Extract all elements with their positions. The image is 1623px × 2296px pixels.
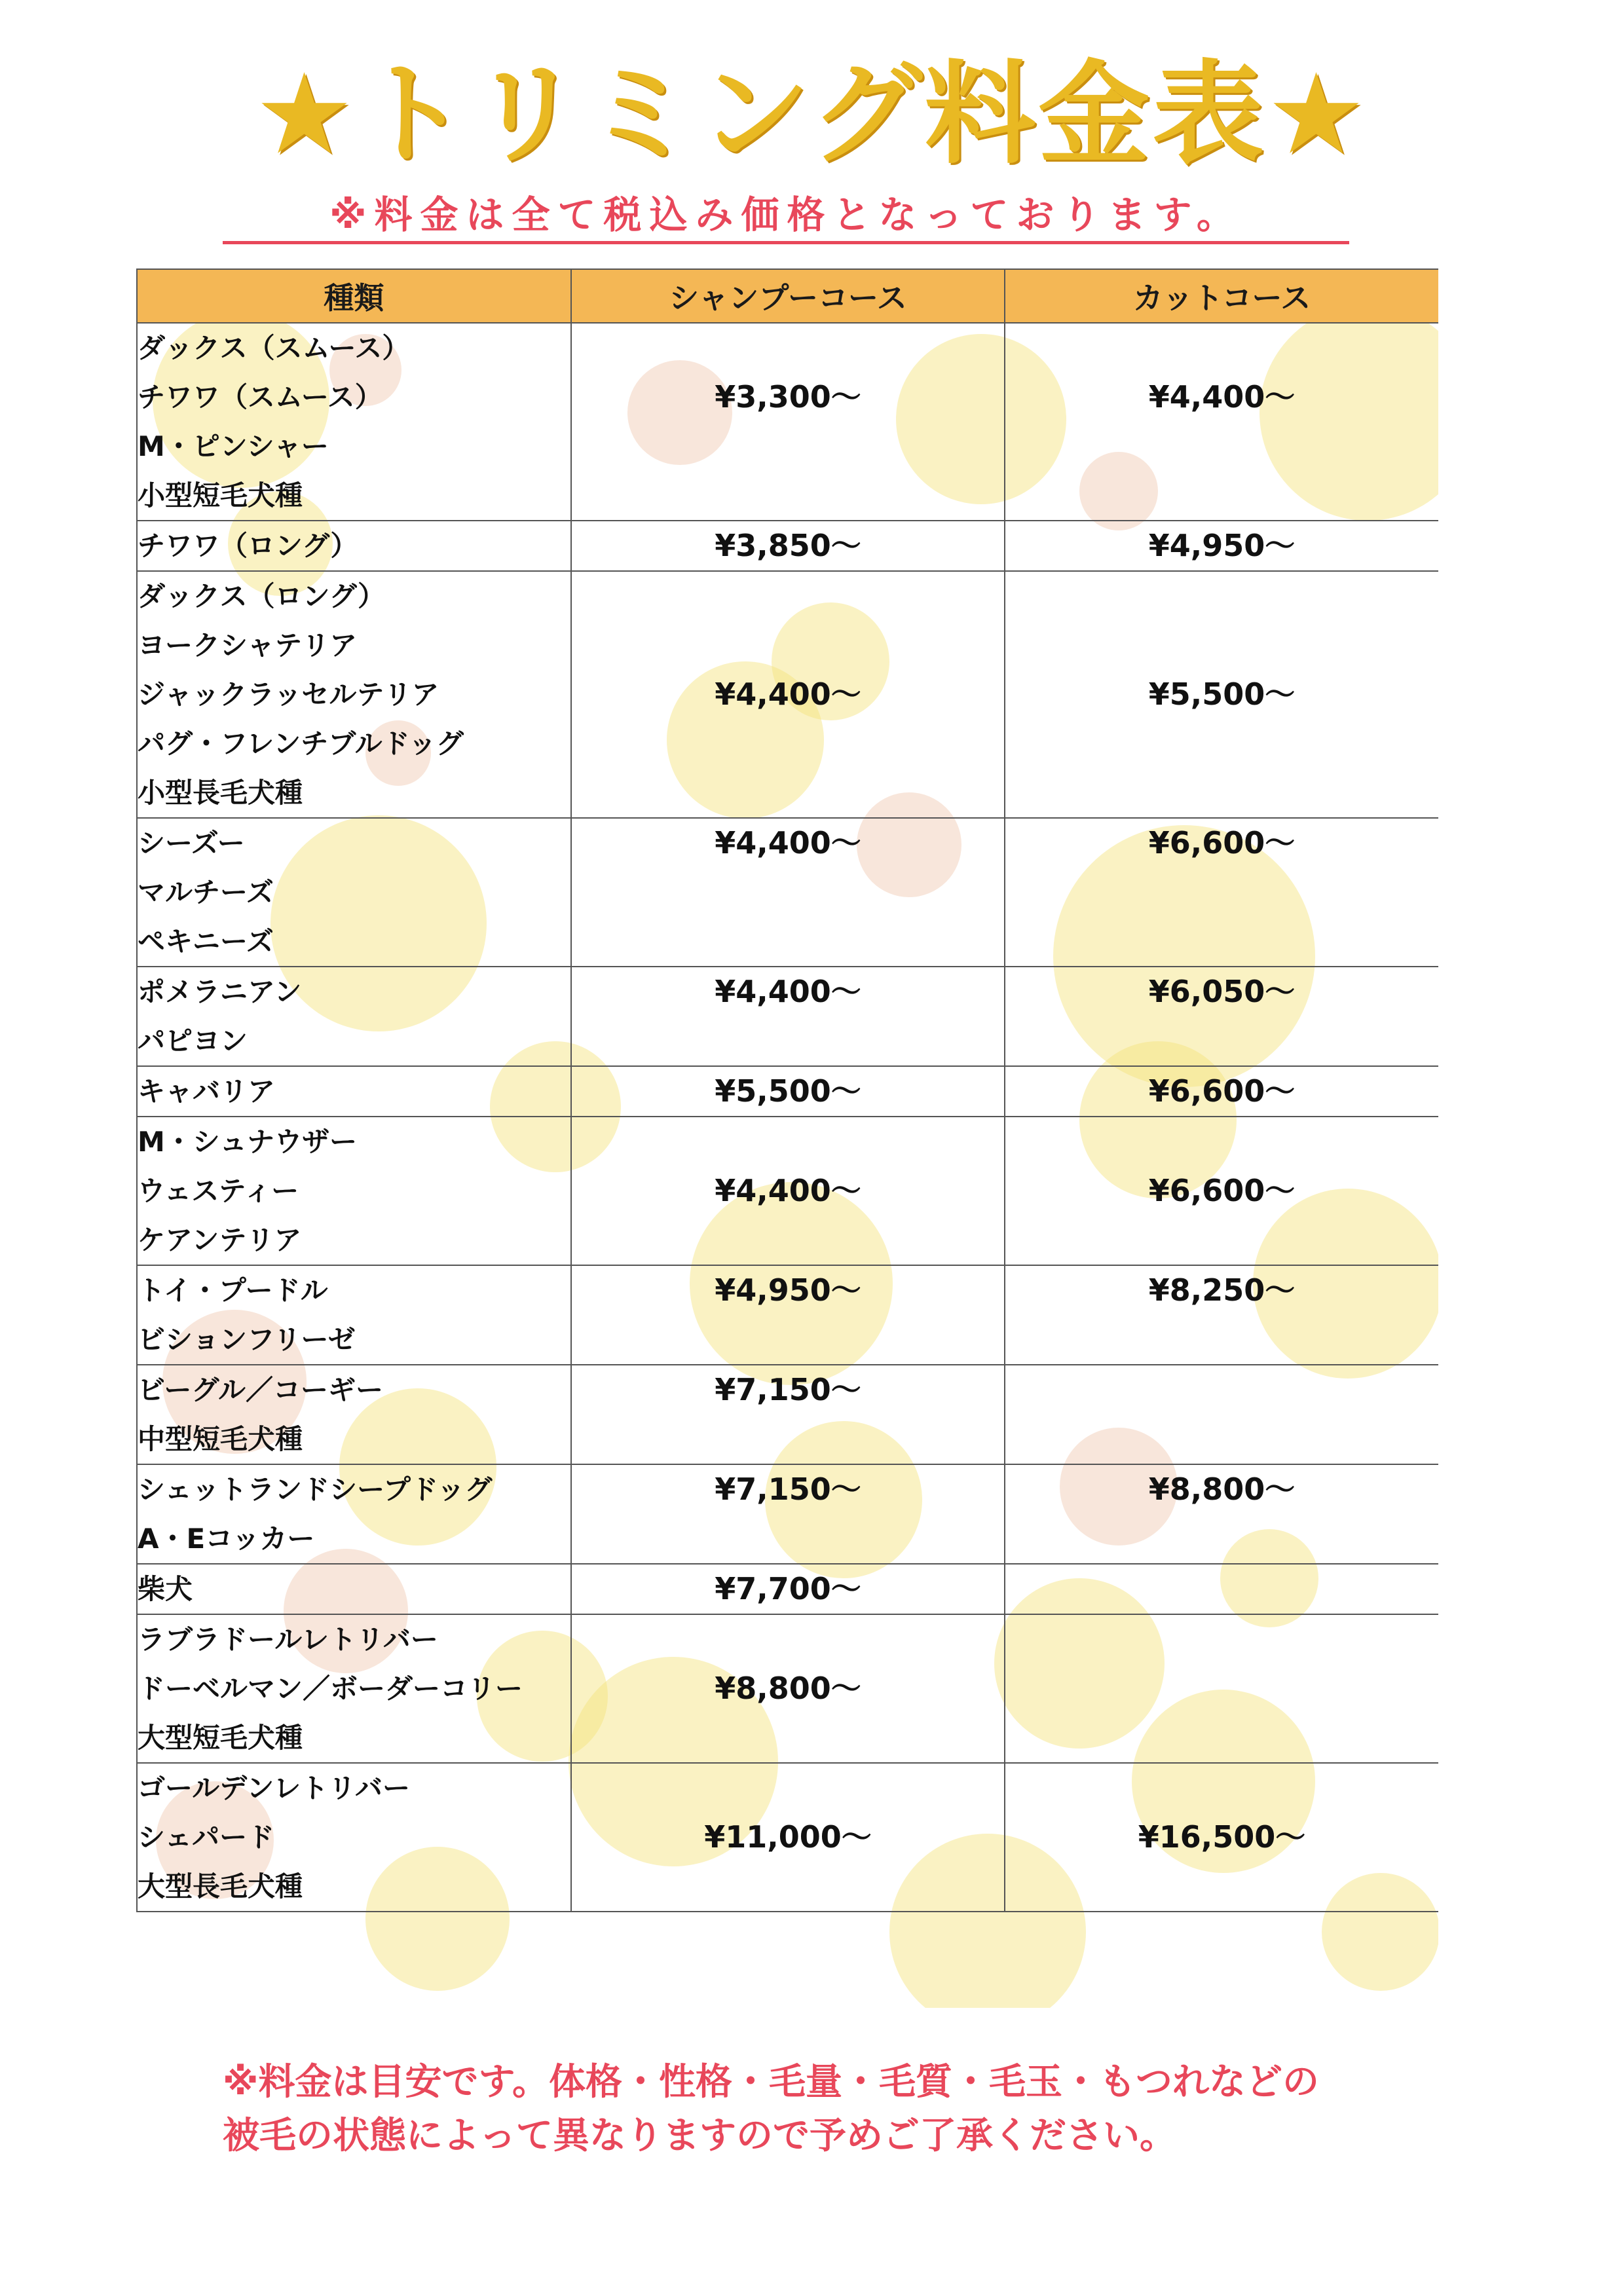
shampoo-price-value: ¥8,800～ bbox=[715, 1671, 861, 1706]
breed-cell bbox=[137, 1614, 571, 1763]
breed-cell bbox=[137, 1464, 571, 1564]
cut-price: ¥8,250～ bbox=[1005, 1265, 1438, 1365]
breed-name: A・Eコッカー bbox=[138, 1523, 315, 1555]
breed-cell bbox=[137, 1564, 571, 1614]
cut-price: ¥6,600～ bbox=[1005, 1066, 1438, 1117]
breed-name: ゴールデンレトリバー bbox=[138, 1772, 411, 1804]
cut-price: ¥4,950～ bbox=[1005, 521, 1438, 571]
page-title: ★トリミング料金表★ bbox=[254, 50, 1369, 179]
breed-name: ダックス（スムース） bbox=[138, 332, 410, 364]
breed-name: ビーグル／コーギー bbox=[138, 1374, 384, 1406]
breed-cell bbox=[137, 1117, 571, 1265]
breed-name: 柴犬 bbox=[138, 1573, 193, 1605]
column-header-breed: 種類 bbox=[137, 269, 571, 323]
cut-price: ¥8,800～ bbox=[1005, 1464, 1438, 1564]
cut-price: ¥6,600～ bbox=[1005, 818, 1438, 967]
breed-cell bbox=[137, 1066, 571, 1117]
breed-name: チワワ（スムース） bbox=[138, 381, 382, 413]
shampoo-price: ¥7,150～ bbox=[571, 1365, 1005, 1464]
cut-price bbox=[1005, 1564, 1438, 1614]
breed-name: トイ・プードル bbox=[138, 1274, 328, 1306]
column-header-cut: カットコース bbox=[1005, 269, 1438, 323]
breed-name: M・シュナウザー bbox=[138, 1126, 357, 1158]
table-row bbox=[137, 1464, 1438, 1564]
cut-price bbox=[1005, 1365, 1438, 1464]
table-row bbox=[137, 1365, 1438, 1464]
breed-name: キャバリア bbox=[138, 1075, 276, 1107]
breed-cell bbox=[137, 967, 571, 1066]
shampoo-price-value: ¥4,400～ bbox=[715, 1173, 861, 1208]
table-row bbox=[137, 571, 1438, 818]
breed-name: シェットランドシープドッグ bbox=[138, 1473, 493, 1506]
column-header-shampoo: シャンプーコース bbox=[571, 269, 1005, 323]
table-row bbox=[137, 1614, 1438, 1763]
breed-name: ラブラドールレトリバー bbox=[138, 1623, 438, 1656]
cut-price-value: ¥5,500～ bbox=[1148, 676, 1296, 712]
shampoo-price-value: ¥4,400～ bbox=[715, 676, 861, 712]
shampoo-price: ¥4,950～ bbox=[571, 1265, 1005, 1365]
shampoo-price: ¥5,500～ bbox=[571, 1066, 1005, 1117]
shampoo-price-value: ¥11,000～ bbox=[704, 1819, 872, 1855]
price-estimate-note: ※料金は目安です。体格・性格・毛量・毛質・毛玉・もつれなどの bbox=[223, 2061, 1319, 2103]
cut-price: ¥6,050～ bbox=[1005, 967, 1438, 1066]
shampoo-price bbox=[571, 1614, 1005, 1763]
breed-name: シェパード bbox=[138, 1821, 275, 1853]
breed-name: 小型長毛犬種 bbox=[138, 777, 303, 809]
cut-price bbox=[1005, 571, 1438, 818]
cut-price bbox=[1005, 323, 1438, 521]
shampoo-price-value: ¥3,300～ bbox=[715, 379, 861, 415]
shampoo-price: ¥3,850～ bbox=[571, 521, 1005, 571]
shampoo-price bbox=[571, 1763, 1005, 1912]
table-row bbox=[137, 521, 1438, 571]
breed-name: 中型短毛犬種 bbox=[138, 1423, 303, 1455]
breed-name: ケアンテリア bbox=[138, 1224, 302, 1256]
shampoo-price: ¥4,400～ bbox=[571, 967, 1005, 1066]
shampoo-price bbox=[571, 323, 1005, 521]
table-header-row bbox=[137, 269, 1438, 323]
breed-name: 大型長毛犬種 bbox=[138, 1870, 303, 1902]
table-row bbox=[137, 1763, 1438, 1912]
cut-price-value: ¥4,400～ bbox=[1148, 379, 1296, 415]
table-row bbox=[137, 1265, 1438, 1365]
breed-cell bbox=[137, 521, 571, 571]
breed-name: シーズー bbox=[138, 827, 245, 859]
coat-condition-note: 被毛の状態によって異なりますので予めご了承ください。 bbox=[223, 2115, 1176, 2157]
table-row bbox=[137, 818, 1438, 967]
breed-name: マルチーズ bbox=[138, 876, 274, 908]
table-row bbox=[137, 1117, 1438, 1265]
table-row bbox=[137, 1564, 1438, 1614]
shampoo-price: ¥7,700～ bbox=[571, 1564, 1005, 1614]
trimming-price-table bbox=[136, 268, 1438, 1912]
breed-cell bbox=[137, 818, 571, 967]
breed-name: ドーベルマン／ボーダーコリー bbox=[138, 1673, 523, 1705]
breed-cell bbox=[137, 1763, 571, 1912]
breed-cell bbox=[137, 323, 571, 521]
breed-name: 大型短毛犬種 bbox=[138, 1722, 303, 1754]
cut-price-value: ¥16,500～ bbox=[1138, 1819, 1306, 1855]
breed-name: ポメラニアン bbox=[138, 976, 302, 1008]
breed-name: ジャックラッセルテリア bbox=[138, 678, 439, 711]
shampoo-price: ¥4,400～ bbox=[571, 818, 1005, 967]
cut-price bbox=[1005, 1763, 1438, 1912]
cut-price bbox=[1005, 1614, 1438, 1763]
breed-name: ビションフリーゼ bbox=[138, 1324, 356, 1356]
breed-name: ヨークシャテリア bbox=[138, 629, 358, 661]
breed-name: 小型短毛犬種 bbox=[138, 479, 303, 511]
breed-name: パピヨン bbox=[138, 1025, 248, 1057]
shampoo-price bbox=[571, 571, 1005, 818]
breed-cell bbox=[137, 1365, 571, 1464]
breed-name: パグ・フレンチブルドッグ bbox=[138, 728, 464, 760]
breed-name: ダックス（ロング） bbox=[138, 580, 386, 612]
breed-name: チワワ（ロング） bbox=[138, 530, 358, 562]
cut-price-value: ¥6,600～ bbox=[1148, 1173, 1296, 1208]
cut-price bbox=[1005, 1117, 1438, 1265]
shampoo-price bbox=[571, 1117, 1005, 1265]
tax-included-notice: ※料金は全て税込み価格となっております。 bbox=[223, 189, 1349, 244]
table-row bbox=[137, 323, 1438, 521]
breed-cell bbox=[137, 571, 571, 818]
price-table-container bbox=[136, 268, 1438, 2008]
table-row bbox=[137, 967, 1438, 1066]
shampoo-price: ¥7,150～ bbox=[571, 1464, 1005, 1564]
breed-cell bbox=[137, 1265, 571, 1365]
breed-name: M・ピンシャー bbox=[138, 430, 329, 462]
breed-name: ウェスティー bbox=[138, 1175, 299, 1207]
table-row bbox=[137, 1066, 1438, 1117]
breed-name: ペキニーズ bbox=[138, 925, 274, 957]
